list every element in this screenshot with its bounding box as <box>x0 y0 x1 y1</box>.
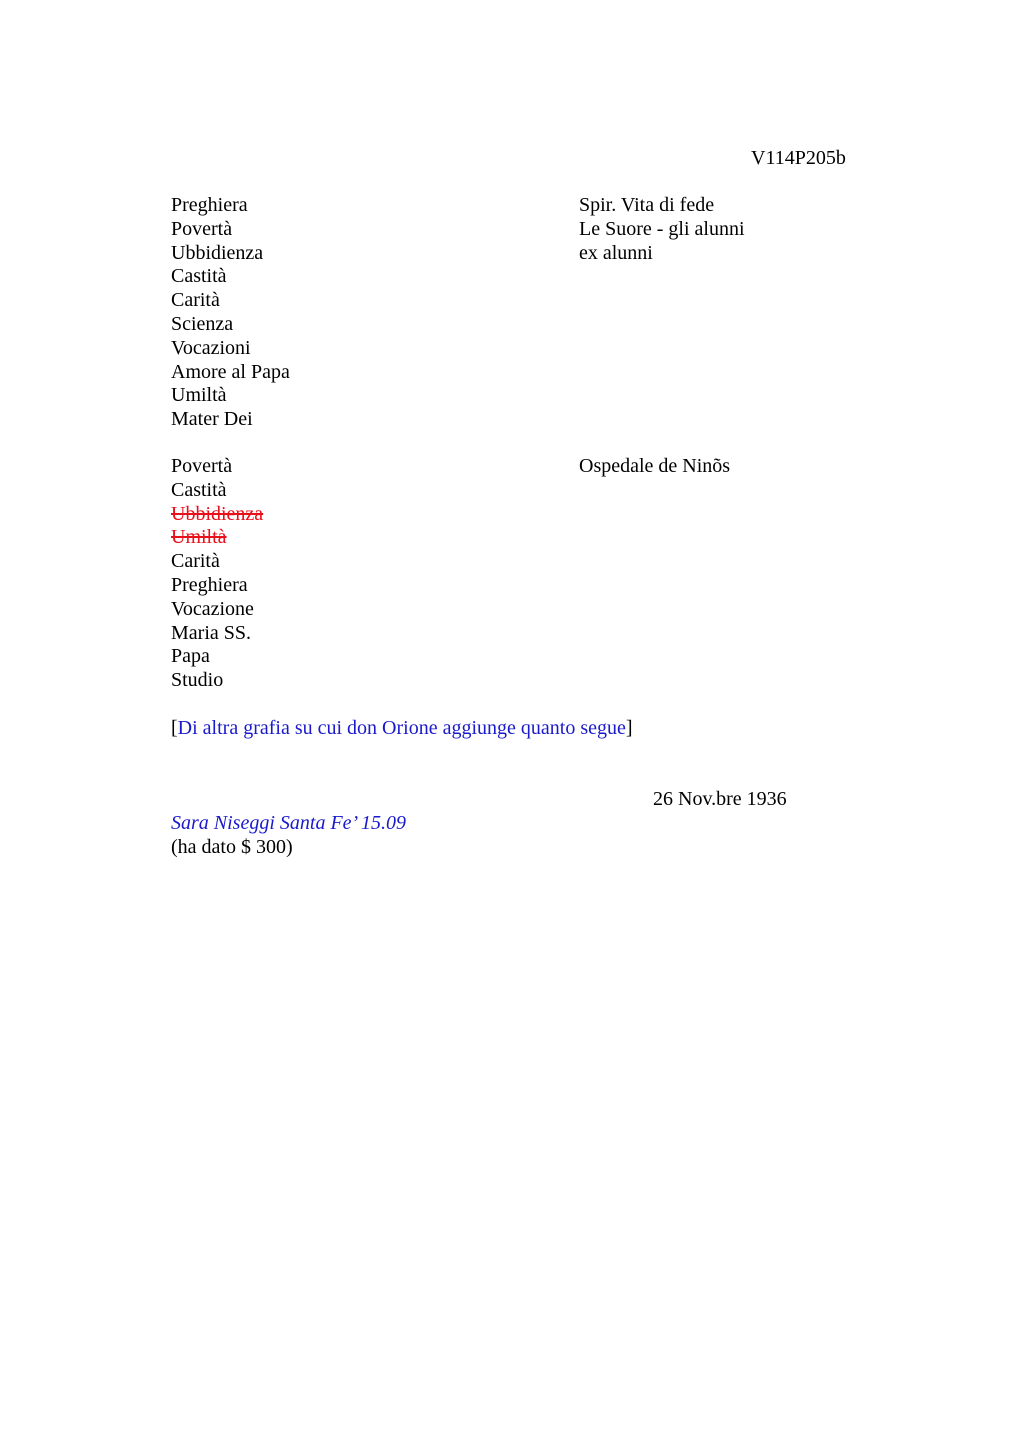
list-item: Papa <box>171 645 210 668</box>
list-item: Castità <box>171 265 227 288</box>
list-item: Carità <box>171 550 220 573</box>
editorial-note <box>171 716 633 740</box>
list-item: Mater Dei <box>171 408 253 431</box>
list-item: Maria SS. <box>171 621 251 644</box>
list-item: Preghiera <box>171 194 248 216</box>
letter-date: 26 Nov.bre 1936 <box>653 788 787 810</box>
note-close-bracket: ] <box>625 717 633 739</box>
list-item: Vocazioni <box>171 336 251 359</box>
list-item: Amore al Papa <box>171 360 290 383</box>
list-item: ex alunni <box>579 241 653 264</box>
donation-line: (ha dato $ 300) <box>171 836 293 858</box>
topics-list-2 <box>579 455 730 479</box>
list-item: Preghiera <box>171 573 248 596</box>
list-item: Scienza <box>171 312 234 335</box>
list-item: Castità <box>171 478 227 501</box>
list-item: Vocazione <box>171 597 254 620</box>
topics-list-1 <box>579 194 745 265</box>
struck-list-item: Umiltà <box>171 526 227 549</box>
struck-list-item: Ubbidienza <box>171 502 264 525</box>
list-item: Spir. Vita di fede <box>579 194 715 216</box>
virtues-list-2 <box>171 455 263 693</box>
list-item: Povertà <box>171 217 233 240</box>
list-item: Studio <box>171 669 224 692</box>
list-item: Ospedale de Ninõs <box>579 455 731 477</box>
list-item: Le Suore - gli alunni <box>579 217 745 240</box>
virtues-list-1 <box>171 194 290 432</box>
donor-line: Sara Niseggi Santa Fe’ 15.09 <box>171 812 406 834</box>
note-open-bracket: [ <box>171 717 178 739</box>
list-item: Carità <box>171 289 220 312</box>
note-text: Di altra grafia su cui don Orione aggiunge quanto segue <box>177 717 626 739</box>
list-item: Umiltà <box>171 384 227 407</box>
list-item: Ubbidienza <box>171 241 264 264</box>
list-item: Povertà <box>171 455 233 477</box>
document-reference: V114P205b <box>751 147 846 169</box>
